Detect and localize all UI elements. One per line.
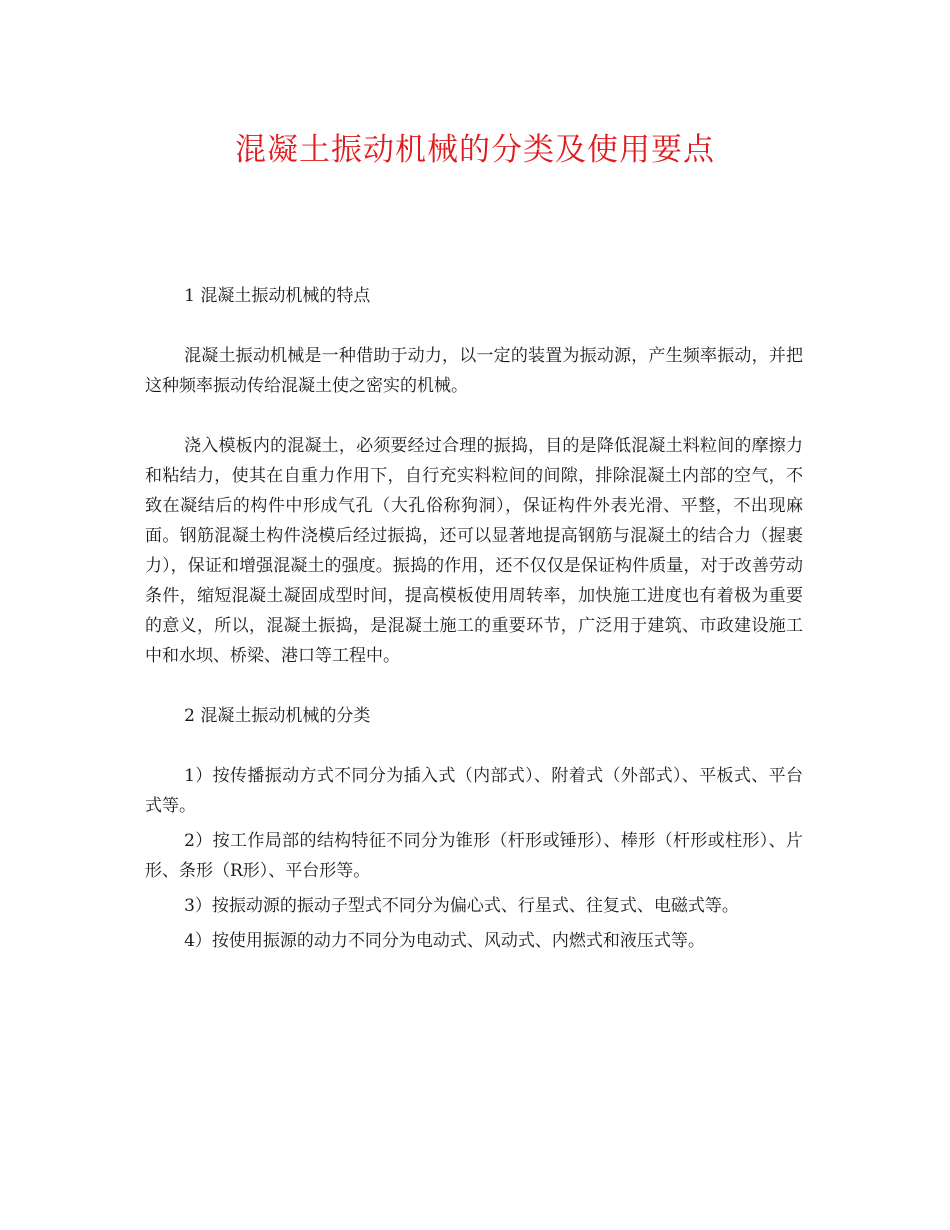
section-heading-2: 2 混凝土振动机械的分类	[184, 706, 371, 726]
section-heading-1: 1 混凝土振动机械的特点	[184, 286, 371, 306]
paragraph-1: 混凝土振动机械是一种借助于动力，以一定的装置为振动源，产生频率振动，并把这种频率振动传给混凝土使之密实的机械。	[145, 346, 803, 396]
list-item-1: 1）按传播振动方式不同分为插入式（内部式）、附着式（外部式）、平板式、平台式等。	[145, 766, 803, 816]
document-body	[145, 281, 803, 956]
page-title: 混凝土振动机械的分类及使用要点	[235, 132, 715, 168]
paragraph-2: 浇入模板内的混凝土，必须要经过合理的振捣，目的是降低混凝土料粒间的摩擦力和粘结力，使其在自重力作用下，自行充实料粒间的间隙，排除混凝土内部的空气，不致在凝结后的构件中形成气孔（大孔俗称狗洞），保证构件外表光滑、平整，不出现麻面。钢筋混凝土构件浇模后经过振捣，还可以显著地提高钢筋与混凝土的结合力（握裹力），保证和增强混凝土的强度。振捣的作用，还不仅仅是保证构件质量，对于改善劳动条件，缩短混凝土凝固成型时间，提高模板使用周转率，加快施工进度也有着极为重要的意义，所以，混凝土振捣，是混凝土施工的重要环节，广泛用于建筑、市政建设施工中和水坝、桥梁、港口等工程中。	[145, 436, 803, 666]
list-item-3: 3）按振动源的振动子型式不同分为偏心式、行星式、往复式、电磁式等。	[184, 896, 739, 916]
list-item-2: 2）按工作局部的结构特征不同分为锥形（杆形或锤形）、棒形（杆形或柱形）、片形、条形（R形）、平台形等。	[145, 831, 803, 881]
list-item-4: 4）按使用振源的动力不同分为电动式、风动式、内燃式和液压式等。	[184, 931, 705, 951]
